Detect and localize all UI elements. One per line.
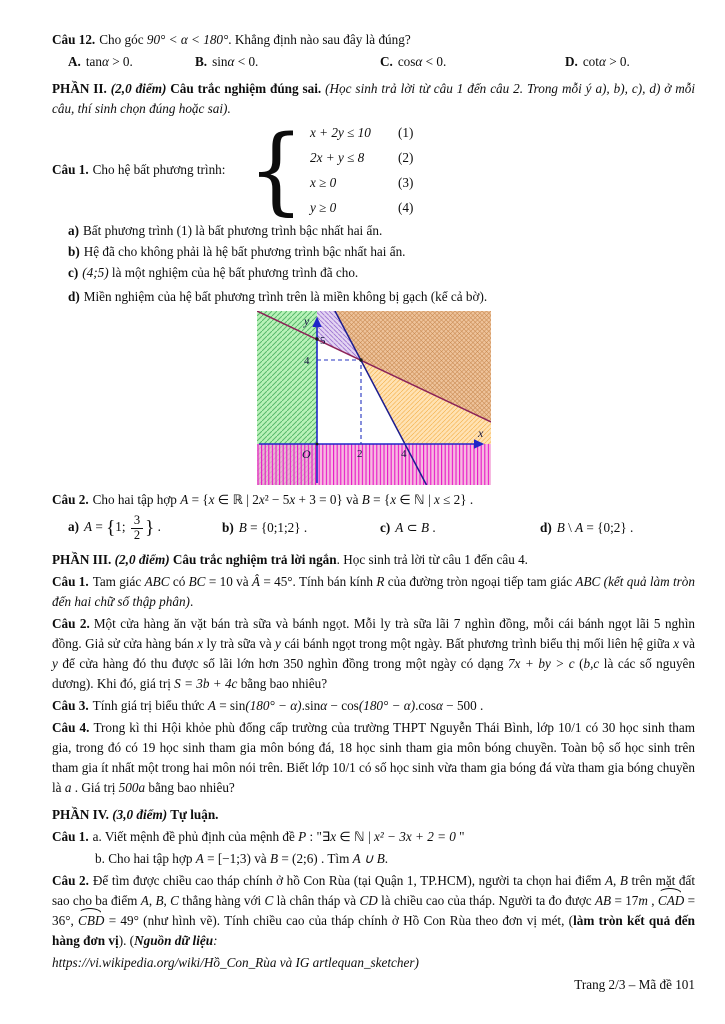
text-run: tan bbox=[85, 54, 102, 69]
text-run: x bbox=[258, 492, 265, 507]
text-run: α bbox=[320, 697, 328, 713]
text-run: ABC bbox=[575, 573, 601, 589]
region-y-negative bbox=[257, 444, 491, 485]
text-run: x bbox=[289, 492, 296, 507]
part2-q2-options bbox=[52, 514, 695, 543]
system-row: 2x + y ≤ 8 (2) bbox=[310, 150, 414, 165]
part4-q2: Câu 2. Để tìm được chiều cao tháp chính ở hồ Con Rùa (tại Quận 1, TP.HCM), người ta chọn hai điểm A, B trên mặt đất sao cho ba điểm A, B, C thẳng hàng với C là chân tháp và CD là chiều cao của tháp. Người ta đo được AB = 17m , CAD = 36°, CBD = 49° (như hình vẽ). Tính chiều cao của tháp chính ở Hồ Con Rùa theo đơn vị mét, (làm tròn kết quả đến hàng đơn vị). (Nguồn dữ liệu: bbox=[52, 872, 696, 948]
text-run: = (2;6) . Tìm bbox=[278, 850, 353, 866]
text-run: ABC bbox=[144, 573, 170, 589]
point-2-4 bbox=[359, 358, 362, 361]
text-run: Â bbox=[251, 573, 260, 589]
text-run: Cho hai tập hợp bbox=[92, 492, 181, 507]
text-run: (180° − α) bbox=[245, 697, 302, 713]
part2-q1-item-a: a) Bất phương trình (1) là bất phương trình bậc nhất hai ẩn. bbox=[68, 223, 383, 238]
system-brace: { bbox=[248, 113, 304, 225]
text-run: Trong kì thi Hội khỏe phù đổng cấp trường của trường THPT Nguyễn Thái Bình, lớp 10/1 có 30 học sinh tham gia, trong đó có 19 học sinh tham gia môn bóng đá, 18 học sinh tham gia môn bóng chuyền. Toàn bộ số học sinh trên tham gia ít nhất một trong hai môn nói trên. Biết lớp 10/1 có số học sinh vừa tham gia bóng đá vừa tham gia bóng chuyền là bbox=[52, 719, 695, 795]
text-run: A bbox=[140, 892, 149, 908]
tick-x-2: 2 bbox=[356, 448, 362, 460]
part3-q2: Câu 2. Một cửa hàng ăn vặt bán trà sữa và bánh ngọt. Mỗi ly trà sữa lãi 7 nghìn đồng, mỗi cái bánh ngọt lãi 5 nghìn đồng. Giả sử cửa hàng bán x ly trà sữa và y cái bánh ngọt trong một ngày. Bất phương trình biểu thị mối liên hệ giữa x và y để cửa hàng đó thu được số lãi lớn hơn 350 nghìn đồng trong một ngày có dạng 7x + by > c (b,c là các số nguyên dương). Khi đó, giá trị S = 3b + 4c bằng bao nhiêu? bbox=[52, 615, 696, 691]
text-run: ² − 5 bbox=[264, 492, 290, 507]
text-run: để cửa hàng đó thu được số lãi lớn hơn 350 nghìn đồng trong một ngày có dạng bbox=[57, 655, 508, 671]
text-run: > 0. bbox=[108, 54, 133, 69]
option-b-text bbox=[212, 54, 258, 69]
text-run: x bbox=[208, 492, 215, 507]
system-row: x ≥ 0 (3) bbox=[310, 175, 414, 190]
option-c bbox=[380, 52, 565, 72]
text-run: A ∪ B bbox=[352, 850, 385, 866]
text-run: A bbox=[207, 697, 216, 713]
text-run: = 17 bbox=[611, 892, 639, 908]
text-run: và bbox=[679, 635, 696, 651]
option-a-key: A. bbox=[68, 54, 81, 69]
fraction: $\frac{3}{2}$ bbox=[131, 514, 143, 543]
text-run: (3,0 điểm) bbox=[112, 806, 168, 822]
dashed-guides bbox=[317, 360, 361, 444]
text-run: x bbox=[433, 492, 440, 507]
origin-label: O bbox=[301, 447, 311, 461]
text-run: thẳng hàng với bbox=[178, 892, 265, 908]
text-run: A bbox=[180, 492, 189, 507]
text-run: = [−1;3) và bbox=[203, 850, 270, 866]
text-run: = 10 và bbox=[205, 573, 252, 589]
option-a: a) A = {1; $\frac{3}{2}$ } . bbox=[68, 513, 161, 542]
part2-q1-item-b: b) Hệ đã cho không phải là hệ bất phương trình bậc nhất hai ẩn. bbox=[68, 244, 406, 259]
text-run: làm tròn kết quả đến hàng đơn vị bbox=[52, 912, 695, 948]
text-run: PHẦN II. bbox=[52, 81, 111, 96]
text-run: Bất phương trình (1) là bất phương trình bậc nhất hai ẩn. bbox=[83, 223, 383, 238]
text-run: A bbox=[604, 872, 614, 888]
text-run: (2,0 điểm) bbox=[114, 551, 170, 567]
part4-q1-a: Câu 1. a. Viết mệnh đề phủ định của mệnh đề P : "∃x ∈ ℕ | x² − 3x + 2 = 0 " bbox=[52, 828, 465, 844]
option-b-key: B. bbox=[195, 54, 208, 69]
text-run: CBD bbox=[78, 911, 104, 931]
text-run: : "∃ bbox=[306, 828, 331, 844]
text-run: α bbox=[415, 54, 423, 69]
text-run: x bbox=[390, 492, 397, 507]
question-12-text bbox=[99, 32, 410, 47]
question-12 bbox=[52, 30, 695, 50]
text-run: B bbox=[238, 520, 247, 536]
text-run: B bbox=[556, 520, 565, 536]
point-origin bbox=[315, 443, 318, 446]
text-run: : bbox=[213, 932, 218, 948]
part2-q1-system bbox=[52, 113, 695, 225]
text-run: α bbox=[435, 697, 443, 713]
text-run: A bbox=[575, 520, 584, 536]
question-12-options bbox=[52, 52, 695, 72]
text-run: CAD bbox=[658, 891, 684, 911]
text-run: 500a bbox=[118, 779, 146, 795]
option-d-key: D. bbox=[565, 54, 578, 69]
text-run: − cos bbox=[327, 697, 359, 713]
part2-q2-text bbox=[93, 492, 474, 507]
text-run: \ bbox=[564, 520, 576, 536]
question-12-label: Câu 12. bbox=[52, 32, 96, 47]
part2-q1-label: Câu 1. bbox=[52, 162, 89, 177]
option-d: d) B \ A = {0;2} . bbox=[540, 520, 634, 536]
text-run: b,c bbox=[583, 655, 600, 671]
text-run: , bbox=[163, 892, 171, 908]
text-run: trên mặt đất sao cho ba điểm bbox=[52, 872, 696, 908]
text-run: Để tìm được chiều cao tháp chính ở hồ Con Rùa (tại Quận 1, TP.HCM), người ta chọn hai điểm bbox=[92, 872, 605, 888]
text-run: . Khẳng định nào sau đây là đúng? bbox=[228, 32, 411, 47]
text-run: . bbox=[429, 520, 436, 536]
option-a bbox=[68, 52, 195, 72]
text-run: Hệ đã cho không phải là hệ bất phương trình bậc nhất hai ẩn. bbox=[83, 244, 406, 259]
option-c-key: C. bbox=[380, 54, 393, 69]
text-run: .sin bbox=[301, 697, 321, 713]
text-run: sin bbox=[212, 54, 228, 69]
part3-heading bbox=[52, 550, 695, 570]
text-run: x bbox=[197, 635, 204, 651]
text-run: (180° − α) bbox=[358, 697, 416, 713]
text-run: ∈ ℕ | bbox=[336, 828, 374, 844]
text-run: AB bbox=[594, 892, 612, 908]
text-run: BC bbox=[188, 573, 206, 589]
text-run: < 0. bbox=[234, 54, 259, 69]
text-run: . bbox=[189, 593, 194, 609]
text-run: a bbox=[64, 779, 72, 795]
part2-q2 bbox=[52, 490, 695, 510]
text-run: = 49° (như hình vẽ). Tính chiều cao của tháp chính ở Hồ Con Rùa theo đơn vị mét, ( bbox=[104, 912, 574, 928]
part2-q2-label: Câu 2. bbox=[52, 492, 89, 507]
text-run: PHẦN III. bbox=[52, 551, 115, 567]
text-run: Nguồn dữ liệu bbox=[134, 932, 214, 948]
text-run: bằng bao nhiêu? bbox=[237, 675, 328, 691]
text-run: = { bbox=[369, 492, 391, 507]
text-run: Tự luận. bbox=[167, 806, 219, 822]
text-run: x² − 3x + 2 = 0 bbox=[373, 828, 456, 844]
option-c-text bbox=[398, 54, 446, 69]
text-run: là chân tháp và bbox=[273, 892, 360, 908]
text-run: Câu trắc nghiệm trả lời ngắn bbox=[169, 551, 337, 567]
text-run: Miền nghiệm của hệ bất phương trình trên là miền không bị gạch (kể cả bờ). bbox=[83, 289, 488, 304]
tick-y-4: 4 bbox=[303, 355, 309, 367]
text-run: = 36°, bbox=[52, 892, 696, 928]
text-run: có bbox=[169, 573, 189, 589]
text-run: . Giá trị bbox=[71, 779, 119, 795]
text-run: R bbox=[376, 573, 385, 589]
text-run: α bbox=[227, 54, 235, 69]
text-run: (2,0 điểm) bbox=[110, 81, 167, 96]
text-run: 7x + by > c bbox=[507, 655, 575, 671]
text-run: là một nghiệm của hệ bất phương trình đã cho. bbox=[108, 265, 359, 280]
text-run: = sin bbox=[215, 697, 246, 713]
text-run: Một cửa hàng ăn vặt bán trà sữa và bánh ngọt. Mỗi ly trà sữa lãi 7 nghìn đồng, mỗi cái bánh ngọt lãi 5 nghìn đồng. Giả sử cửa hàng bán bbox=[52, 615, 695, 651]
text-run: = { bbox=[188, 492, 209, 507]
text-run: = {0;1;2} . bbox=[246, 520, 308, 536]
part3-q4: Câu 4. Trong kì thi Hội khỏe phù đổng cấp trường của trường THPT Nguyễn Thái Bình, lớp 10/1 có 30 học sinh tham gia, trong đó có 19 học sinh tham gia môn bóng đá, 18 học sinh tham gia môn bóng chuyền. Toàn bộ số học sinh trên tham gia ít nhất một trong hai môn nói trên. Biết lớp 10/1 có số học sinh vừa tham gia bóng đá vừa tham gia bóng chuyền là a . Giá trị 500a bằng bao nhiêu? bbox=[52, 719, 695, 795]
text-run: B bbox=[269, 850, 279, 866]
text-run: } bbox=[145, 517, 155, 539]
text-run: PHẦN IV. bbox=[52, 806, 113, 822]
text-run: bằng bao nhiêu? bbox=[145, 779, 235, 795]
tick-y-5: 5 bbox=[319, 335, 325, 347]
x-axis-label: x bbox=[477, 426, 483, 440]
text-run: ∈ ℝ | 2 bbox=[214, 492, 259, 507]
text-run: ly trà sữa và bbox=[203, 635, 276, 651]
text-run: Cho góc bbox=[99, 32, 147, 47]
tick-x-4: 4 bbox=[400, 448, 406, 460]
text-run: 90° < α < 180° bbox=[146, 32, 229, 47]
part2-heading bbox=[52, 79, 695, 119]
part4-q1-b bbox=[52, 849, 695, 869]
text-run: A bbox=[395, 520, 404, 536]
text-run: A bbox=[84, 519, 93, 535]
system-row: x + 2y ≤ 10 (1) bbox=[310, 125, 414, 140]
text-run: ( bbox=[574, 655, 584, 671]
text-run: của đường tròn ngoại tiếp tam giác bbox=[384, 573, 576, 589]
text-run: < 0. bbox=[422, 54, 447, 69]
text-run: − 500 . bbox=[442, 697, 484, 713]
text-run: α bbox=[101, 54, 109, 69]
text-run: x bbox=[330, 828, 337, 844]
text-run: . bbox=[154, 519, 161, 535]
text-run: y bbox=[275, 635, 281, 651]
text-run: B bbox=[155, 892, 164, 908]
text-run: CD bbox=[359, 892, 378, 908]
text-run: , bbox=[148, 892, 156, 908]
text-run: ∈ ℕ | bbox=[396, 492, 434, 507]
text-run: = bbox=[92, 519, 107, 535]
system-rows bbox=[304, 122, 413, 218]
option-a-text bbox=[86, 54, 133, 69]
option-b bbox=[195, 52, 380, 72]
option-c: c) A ⊂ B . bbox=[380, 520, 436, 536]
text-run: ). ( bbox=[118, 932, 135, 948]
option-d-text bbox=[583, 54, 630, 69]
option-b: b) B = {0;1;2} . bbox=[222, 520, 308, 536]
part3-q1: Câu 1. Tam giác ABC có BC = 10 và Â = 45°. Tính bán kính R của đường tròn ngoại tiếp tam giác ABC (kết quả làm tròn đến hai chữ số thập phân). bbox=[52, 573, 695, 609]
text-run: B bbox=[619, 872, 628, 888]
text-run: cái bánh ngọt trong một ngày. Bất phương trình biểu thị mối liên hệ giữa bbox=[280, 635, 674, 651]
text-run: = {0;2} . bbox=[583, 520, 634, 536]
inequality-graph-figure bbox=[52, 311, 695, 485]
text-run: . bbox=[384, 850, 389, 866]
text-run: B bbox=[361, 492, 370, 507]
text-run: a. Viết mệnh đề phủ định của mệnh đề bbox=[92, 828, 299, 844]
text-run: > 0. bbox=[605, 54, 630, 69]
text-run: là các số nguyên dương). Khi đó, giá trị bbox=[52, 655, 696, 691]
text-run: A bbox=[195, 850, 204, 866]
y-axis-label: y bbox=[303, 314, 309, 328]
part4-heading bbox=[52, 805, 695, 825]
text-run: B bbox=[420, 520, 430, 536]
text-run: Tam giác bbox=[92, 573, 145, 589]
text-run: S = 3b + 4c bbox=[174, 675, 238, 691]
text-run: Tính giá trị biểu thức bbox=[92, 697, 208, 713]
text-run: ⊂ bbox=[403, 520, 421, 536]
part2-q1-item-c: c) (4;5) là một nghiệm của hệ bất phương trình đã cho. bbox=[68, 265, 359, 280]
text-run: https://vi.wikipedia.org/wiki/Hồ_Con_Rùa và IG artlequan_sketcher) bbox=[52, 954, 419, 970]
text-run: { bbox=[106, 517, 116, 539]
part3-q3: Câu 3. Tính giá trị biểu thức A = sin(180° − α).sinα − cos(180° − α).cosα − 500 . bbox=[52, 697, 484, 713]
text-run: ≤ 2} . bbox=[439, 492, 474, 507]
text-run: là chiều cao của tháp. Người ta đo được bbox=[377, 892, 595, 908]
text-run: (4;5) bbox=[82, 265, 109, 280]
text-run: . Học sinh trả lời từ câu 1 đến câu 4. bbox=[336, 551, 528, 567]
text-run: y bbox=[52, 655, 58, 671]
text-run: C bbox=[264, 892, 274, 908]
part2-q1-intro bbox=[52, 162, 248, 178]
text-run: = 45°. Tính bán kính bbox=[259, 573, 377, 589]
text-run: m bbox=[638, 892, 648, 908]
text-run: x bbox=[673, 635, 680, 651]
text-run: b. Cho hai tập hợp bbox=[95, 850, 196, 866]
text-run: , bbox=[647, 892, 658, 908]
text-run: 1; bbox=[115, 519, 129, 535]
part2-q1-intro-text: Cho hệ bất phương trình: bbox=[92, 162, 226, 177]
point-0-5 bbox=[315, 337, 318, 340]
text-run: , bbox=[613, 872, 620, 888]
text-run: C bbox=[170, 892, 179, 908]
option-d bbox=[565, 52, 695, 72]
page-footer: Trang 2/3 – Mã đề 101 bbox=[574, 976, 695, 992]
text-run: .cos bbox=[415, 697, 436, 713]
text-run: " bbox=[455, 828, 465, 844]
system-row: y ≥ 0 (4) bbox=[310, 200, 414, 215]
text-run: α bbox=[598, 54, 606, 69]
text-run: P bbox=[298, 828, 307, 844]
source-url bbox=[52, 953, 695, 973]
inequality-graph bbox=[257, 311, 491, 485]
part2-q1-item-d: d) Miền nghiệm của hệ bất phương trình trên là miền không bị gạch (kể cả bờ). bbox=[68, 289, 488, 304]
text-run: cot bbox=[582, 54, 599, 69]
text-run: (kết quả làm tròn đến hai chữ số thập phân) bbox=[52, 573, 695, 609]
text-run: Câu trắc nghiệm đúng sai. bbox=[166, 81, 326, 96]
text-run: (Học sinh trả lời từ câu 1 đến câu 2. Trong mỗi ý a), b), c), d) ở mỗi câu, thí sinh chọn đúng hoặc sai). bbox=[52, 81, 696, 116]
text-run: + 3 = 0} và bbox=[295, 492, 362, 507]
text-run: cos bbox=[397, 54, 416, 69]
